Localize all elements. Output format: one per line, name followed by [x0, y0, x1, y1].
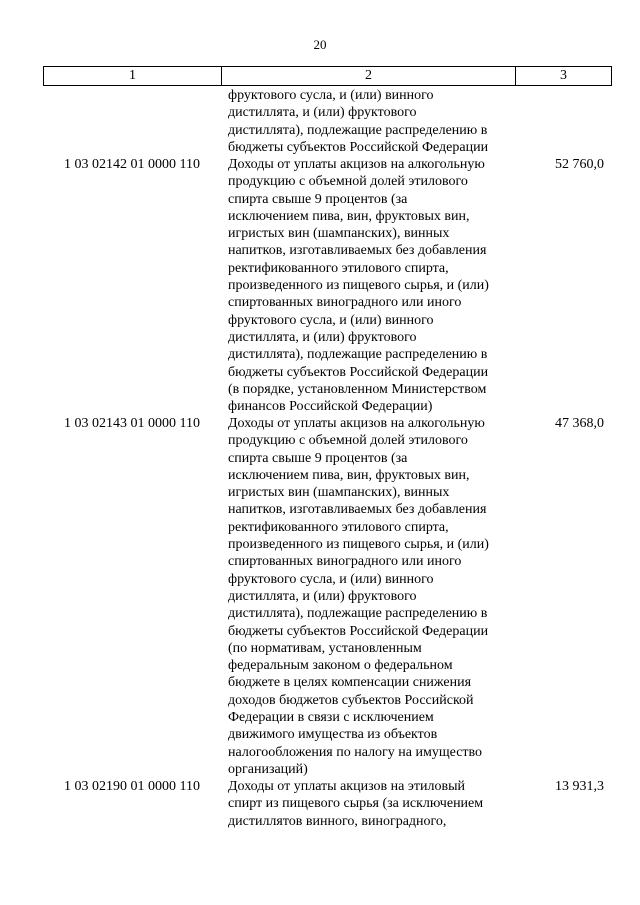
description-line: исключением пива, вин, фруктовых вин, [228, 467, 470, 483]
amount-value: 13 931,3 [555, 779, 604, 794]
amount-value: 47 368,0 [555, 416, 604, 431]
column-header-2: 2 [222, 67, 516, 85]
description-line: Федерации в связи с исключением [228, 710, 434, 726]
description-line: напитков, изготавливаемых без добавления [228, 243, 487, 259]
description-line: дистиллята), подлежащие распределению в [228, 606, 488, 622]
description-line: спирта свыше 9 процентов (за [228, 191, 408, 207]
description-line: фруктового сусла, и (или) винного [228, 312, 434, 328]
income-description [228, 415, 528, 778]
description-line: продукцию с объемной долей этилового [228, 433, 468, 449]
description-line: (в порядке, установленном Министерством [228, 381, 487, 397]
table-row [43, 87, 612, 156]
description-line: спиртованных виноградного или иного [228, 554, 462, 570]
income-description [228, 156, 528, 415]
description-line: игристых вин (шампанских), винных [228, 485, 450, 501]
description-line: бюджете в целях компенсации снижения [228, 675, 472, 691]
description-line: игристых вин (шампанских), винных [228, 226, 450, 242]
table-header [43, 66, 612, 86]
description-line: бюджеты субъектов Российской Федерации [228, 623, 489, 639]
page-number: 20 [313, 37, 327, 52]
description-line: фруктового сусла, и (или) винного [228, 571, 434, 587]
description-line: дистиллята), подлежащие распределению в [228, 122, 488, 138]
description-line: спирт из пищевого сырья (за исключением [228, 796, 484, 812]
income-description [228, 87, 528, 156]
description-line: Доходы от уплаты акцизов на алкогольную [228, 416, 485, 431]
description-line: бюджеты субъектов Российской Федерации [228, 364, 489, 380]
description-line: дистиллята, и (или) фруктового [228, 588, 417, 604]
description-line: дистиллята, и (или) фруктового [228, 329, 417, 345]
description-line: организаций) [228, 761, 308, 777]
budget-code: 1 03 02190 01 0000 110 [64, 779, 200, 794]
description-line: произведенного из пищевого сырья, и (или) [228, 537, 489, 553]
description-line: спиртованных виноградного или иного [228, 295, 462, 311]
table-row [43, 415, 612, 778]
description-line: (по нормативам, установленным [228, 640, 422, 656]
table-row [43, 778, 612, 830]
description-line: произведенного из пищевого сырья, и (или) [228, 278, 489, 294]
description-line: налогообложения по налогу на имущество [228, 744, 483, 760]
description-line: дистиллятов винного, виноградного, [228, 813, 447, 829]
description-line: доходов бюджетов субъектов Российской [228, 692, 474, 708]
description-line: движимого имущества из объектов [228, 727, 438, 743]
description-line: продукцию с объемной долей этилового [228, 174, 468, 190]
description-line: ректификованного этилового спирта, [228, 519, 449, 535]
description-line: Доходы от уплаты акцизов на алкогольную [228, 157, 485, 172]
income-description [228, 778, 528, 830]
description-line: Доходы от уплаты акцизов на этиловый [228, 779, 465, 794]
budget-code: 1 03 02142 01 0000 110 [64, 157, 200, 172]
budget-code: 1 03 02143 01 0000 110 [64, 416, 200, 431]
description-line: спирта свыше 9 процентов (за [228, 450, 408, 466]
description-line: федеральным законом о федеральном [228, 658, 453, 674]
description-line: дистиллята, и (или) фруктового [228, 105, 417, 121]
description-line: финансов Российской Федерации) [228, 399, 433, 415]
table-row [43, 156, 612, 416]
description-line: бюджеты субъектов Российской Федерации [228, 139, 489, 155]
description-line: напитков, изготавливаемых без добавления [228, 502, 487, 518]
column-header-3: 3 [560, 68, 567, 83]
description-line: ректификованного этилового спирта, [228, 260, 449, 276]
column-header-1: 1 [44, 67, 222, 85]
description-line: дистиллята), подлежащие распределению в [228, 347, 488, 363]
description-line: исключением пива, вин, фруктовых вин, [228, 208, 470, 224]
description-line: фруктового сусла, и (или) винного [228, 88, 434, 103]
amount-value: 52 760,0 [555, 157, 604, 172]
